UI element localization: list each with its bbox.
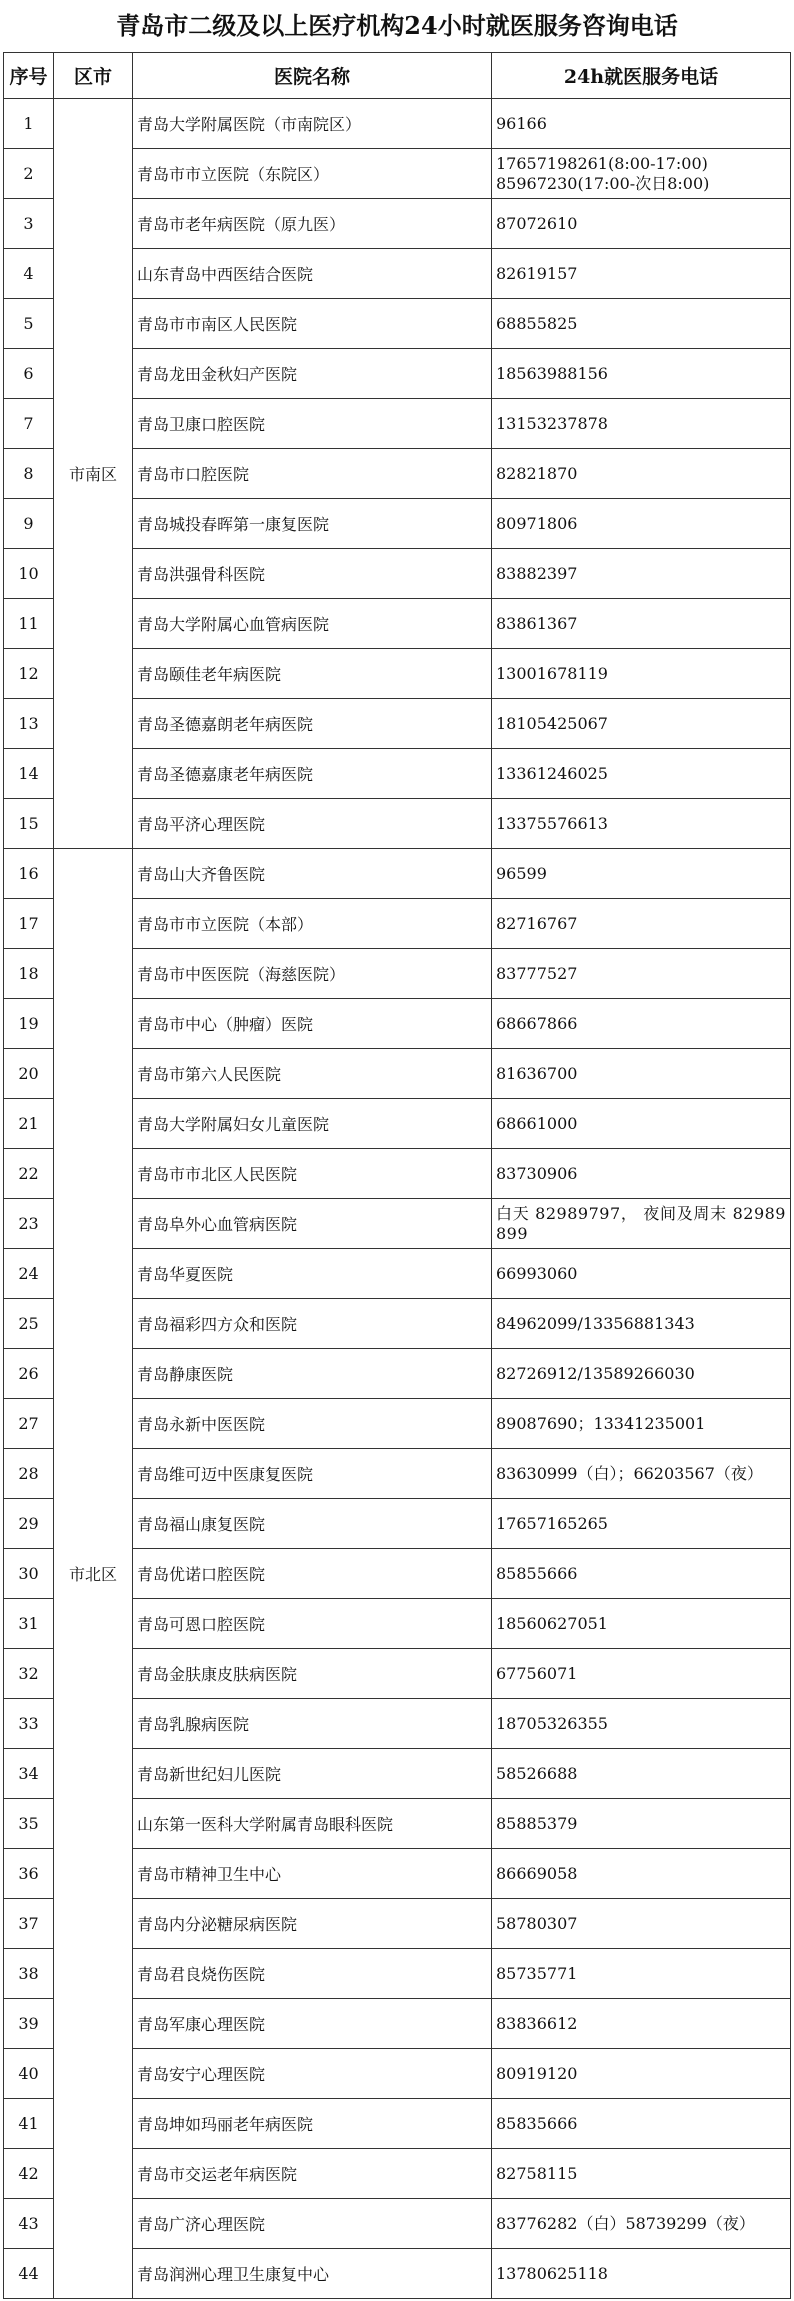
- hospital-phone: 83836612: [492, 1999, 791, 2049]
- hospital-phone: 82619157: [492, 249, 791, 299]
- row-index: 32: [4, 1649, 54, 1699]
- hospital-name: 青岛军康心理医院: [133, 1999, 492, 2049]
- row-index: 8: [4, 449, 54, 499]
- hospital-phone: 17657198261(8:00-17:00) 85967230(17:00-次日8:00): [492, 149, 791, 199]
- hospital-phone: 83630999（白）；66203567（夜）: [492, 1449, 791, 1499]
- hospital-phone: 82821870: [492, 449, 791, 499]
- hospital-phone: 80971806: [492, 499, 791, 549]
- hospital-name: 青岛永新中医医院: [133, 1399, 492, 1449]
- hospital-phone: 13375576613: [492, 799, 791, 849]
- hospital-phone: 87072610: [492, 199, 791, 249]
- hospital-phone: 82716767: [492, 899, 791, 949]
- row-index: 34: [4, 1749, 54, 1799]
- table-row: [4, 849, 791, 899]
- hospital-name: 青岛大学附属心血管病医院: [133, 599, 492, 649]
- table-header-row: [4, 53, 791, 99]
- row-index: 35: [4, 1799, 54, 1849]
- hospital-phone: 13361246025: [492, 749, 791, 799]
- hospital-name: 青岛市第六人民医院: [133, 1049, 492, 1099]
- row-index: 29: [4, 1499, 54, 1549]
- hospital-name: 青岛金肤康皮肤病医院: [133, 1649, 492, 1699]
- hospital-name: 青岛润洲心理卫生康复中心: [133, 2249, 492, 2299]
- hospital-name: 青岛福山康复医院: [133, 1499, 492, 1549]
- row-index: 26: [4, 1349, 54, 1399]
- hospital-phone: 80919120: [492, 2049, 791, 2099]
- hospital-name: 青岛优诺口腔医院: [133, 1549, 492, 1599]
- hospital-name: 青岛市口腔医院: [133, 449, 492, 499]
- row-index: 2: [4, 149, 54, 199]
- hospital-phone: 89087690；13341235001: [492, 1399, 791, 1449]
- hospital-name: 青岛安宁心理医院: [133, 2049, 492, 2099]
- row-index: 44: [4, 2249, 54, 2299]
- hospital-name: 青岛华夏医院: [133, 1249, 492, 1299]
- hospital-name: 青岛福彩四方众和医院: [133, 1299, 492, 1349]
- table-row: [4, 99, 791, 149]
- hospital-phone: 85735771: [492, 1949, 791, 1999]
- hospital-phone: 白天 82989797， 夜间及周末 82989899: [492, 1199, 791, 1249]
- row-index: 6: [4, 349, 54, 399]
- hospital-phone: 68855825: [492, 299, 791, 349]
- hospital-name: 青岛君良烧伤医院: [133, 1949, 492, 1999]
- row-index: 18: [4, 949, 54, 999]
- row-index: 36: [4, 1849, 54, 1899]
- row-index: 40: [4, 2049, 54, 2099]
- hospital-name: 青岛市市立医院（本部）: [133, 899, 492, 949]
- hospital-name: 青岛颐佳老年病医院: [133, 649, 492, 699]
- hospital-phone: 96599: [492, 849, 791, 899]
- hospital-phone: 96166: [492, 99, 791, 149]
- row-index: 19: [4, 999, 54, 1049]
- row-index: 13: [4, 699, 54, 749]
- hospital-name: 青岛圣德嘉康老年病医院: [133, 749, 492, 799]
- row-index: 21: [4, 1099, 54, 1149]
- table-body: [4, 99, 791, 2299]
- hospital-phone: 82758115: [492, 2149, 791, 2199]
- hospital-name: 青岛龙田金秋妇产医院: [133, 349, 492, 399]
- hospital-name: 青岛坤如玛丽老年病医院: [133, 2099, 492, 2149]
- hospital-name: 青岛可恩口腔医院: [133, 1599, 492, 1649]
- hospital-phone: 85855666: [492, 1549, 791, 1599]
- hospital-name: 青岛乳腺病医院: [133, 1699, 492, 1749]
- row-index: 9: [4, 499, 54, 549]
- hospital-name: 青岛圣德嘉朗老年病医院: [133, 699, 492, 749]
- hospital-phone: 84962099/13356881343: [492, 1299, 791, 1349]
- row-index: 1: [4, 99, 54, 149]
- row-index: 43: [4, 2199, 54, 2249]
- hospital-phone: 13001678119: [492, 649, 791, 699]
- hospital-name: 青岛平济心理医院: [133, 799, 492, 849]
- hospital-phone: 58526688: [492, 1749, 791, 1799]
- row-index: 25: [4, 1299, 54, 1349]
- hospital-name: 青岛新世纪妇儿医院: [133, 1749, 492, 1799]
- hospital-name: 青岛维可迈中医康复医院: [133, 1449, 492, 1499]
- row-index: 3: [4, 199, 54, 249]
- row-index: 24: [4, 1249, 54, 1299]
- district-cell: 市南区: [54, 99, 133, 849]
- hospital-name: 青岛广济心理医院: [133, 2199, 492, 2249]
- hospital-phone: 81636700: [492, 1049, 791, 1099]
- hospital-name: 青岛阜外心血管病医院: [133, 1199, 492, 1249]
- hospital-phone: 18563988156: [492, 349, 791, 399]
- hospital-name: 青岛卫康口腔医院: [133, 399, 492, 449]
- row-index: 16: [4, 849, 54, 899]
- row-index: 11: [4, 599, 54, 649]
- hospital-name: 青岛市市立医院（东院区）: [133, 149, 492, 199]
- row-index: 27: [4, 1399, 54, 1449]
- row-index: 20: [4, 1049, 54, 1099]
- hospital-phone: 83882397: [492, 549, 791, 599]
- row-index: 33: [4, 1699, 54, 1749]
- hospital-name: 青岛大学附属医院（市南院区）: [133, 99, 492, 149]
- hospital-name: 青岛市市南区人民医院: [133, 299, 492, 349]
- row-index: 23: [4, 1199, 54, 1249]
- hospital-phone: 67756071: [492, 1649, 791, 1699]
- hospital-phone: 68667866: [492, 999, 791, 1049]
- hospital-name: 青岛市中医医院（海慈医院）: [133, 949, 492, 999]
- hospital-name: 青岛市精神卫生中心: [133, 1849, 492, 1899]
- hospital-phone: 18560627051: [492, 1599, 791, 1649]
- hospital-name: 青岛洪强骨科医院: [133, 549, 492, 599]
- hospital-phone: 85835666: [492, 2099, 791, 2149]
- hospital-name: 青岛静康医院: [133, 1349, 492, 1399]
- row-index: 10: [4, 549, 54, 599]
- hospital-phone: 66993060: [492, 1249, 791, 1299]
- district-cell: 市北区: [54, 849, 133, 2299]
- row-index: 31: [4, 1599, 54, 1649]
- header-district: 区市: [54, 53, 133, 99]
- row-index: 4: [4, 249, 54, 299]
- row-index: 22: [4, 1149, 54, 1199]
- hospital-phone: 13780625118: [492, 2249, 791, 2299]
- hospital-phone: 85885379: [492, 1799, 791, 1849]
- hospital-phone: 83861367: [492, 599, 791, 649]
- hospital-phone: 13153237878: [492, 399, 791, 449]
- document-title: 青岛市二级及以上医疗机构24小时就医服务咨询电话: [116, 11, 678, 40]
- hospital-name: 青岛市市北区人民医院: [133, 1149, 492, 1199]
- hospital-phone: 18705326355: [492, 1699, 791, 1749]
- hospital-phone: 68661000: [492, 1099, 791, 1149]
- hospital-name: 青岛内分泌糖尿病医院: [133, 1899, 492, 1949]
- row-index: 30: [4, 1549, 54, 1599]
- row-index: 5: [4, 299, 54, 349]
- hospital-name: 青岛大学附属妇女儿童医院: [133, 1099, 492, 1149]
- hospital-name: 山东青岛中西医结合医院: [133, 249, 492, 299]
- row-index: 12: [4, 649, 54, 699]
- hospital-name: 青岛市交运老年病医院: [133, 2149, 492, 2199]
- row-index: 38: [4, 1949, 54, 1999]
- row-index: 37: [4, 1899, 54, 1949]
- hospital-phone: 82726912/13589266030: [492, 1349, 791, 1399]
- row-index: 14: [4, 749, 54, 799]
- hospital-phone-table: [3, 52, 791, 2299]
- row-index: 15: [4, 799, 54, 849]
- hospital-phone: 18105425067: [492, 699, 791, 749]
- header-phone: 24h就医服务电话: [492, 53, 791, 99]
- hospital-name: 青岛城投春晖第一康复医院: [133, 499, 492, 549]
- hospital-phone: 83777527: [492, 949, 791, 999]
- row-index: 28: [4, 1449, 54, 1499]
- header-hospital-name: 医院名称: [133, 53, 492, 99]
- hospital-phone: 83730906: [492, 1149, 791, 1199]
- hospital-name: 青岛市中心（肿瘤）医院: [133, 999, 492, 1049]
- row-index: 17: [4, 899, 54, 949]
- hospital-name: 青岛山大齐鲁医院: [133, 849, 492, 899]
- row-index: 39: [4, 1999, 54, 2049]
- hospital-phone: 17657165265: [492, 1499, 791, 1549]
- header-index: 序号: [4, 53, 54, 99]
- hospital-phone: 58780307: [492, 1899, 791, 1949]
- hospital-name: 青岛市老年病医院（原九医）: [133, 199, 492, 249]
- row-index: 7: [4, 399, 54, 449]
- hospital-phone: 86669058: [492, 1849, 791, 1899]
- hospital-name: 山东第一医科大学附属青岛眼科医院: [133, 1799, 492, 1849]
- row-index: 42: [4, 2149, 54, 2199]
- row-index: 41: [4, 2099, 54, 2149]
- hospital-phone: 83776282（白）58739299（夜）: [492, 2199, 791, 2249]
